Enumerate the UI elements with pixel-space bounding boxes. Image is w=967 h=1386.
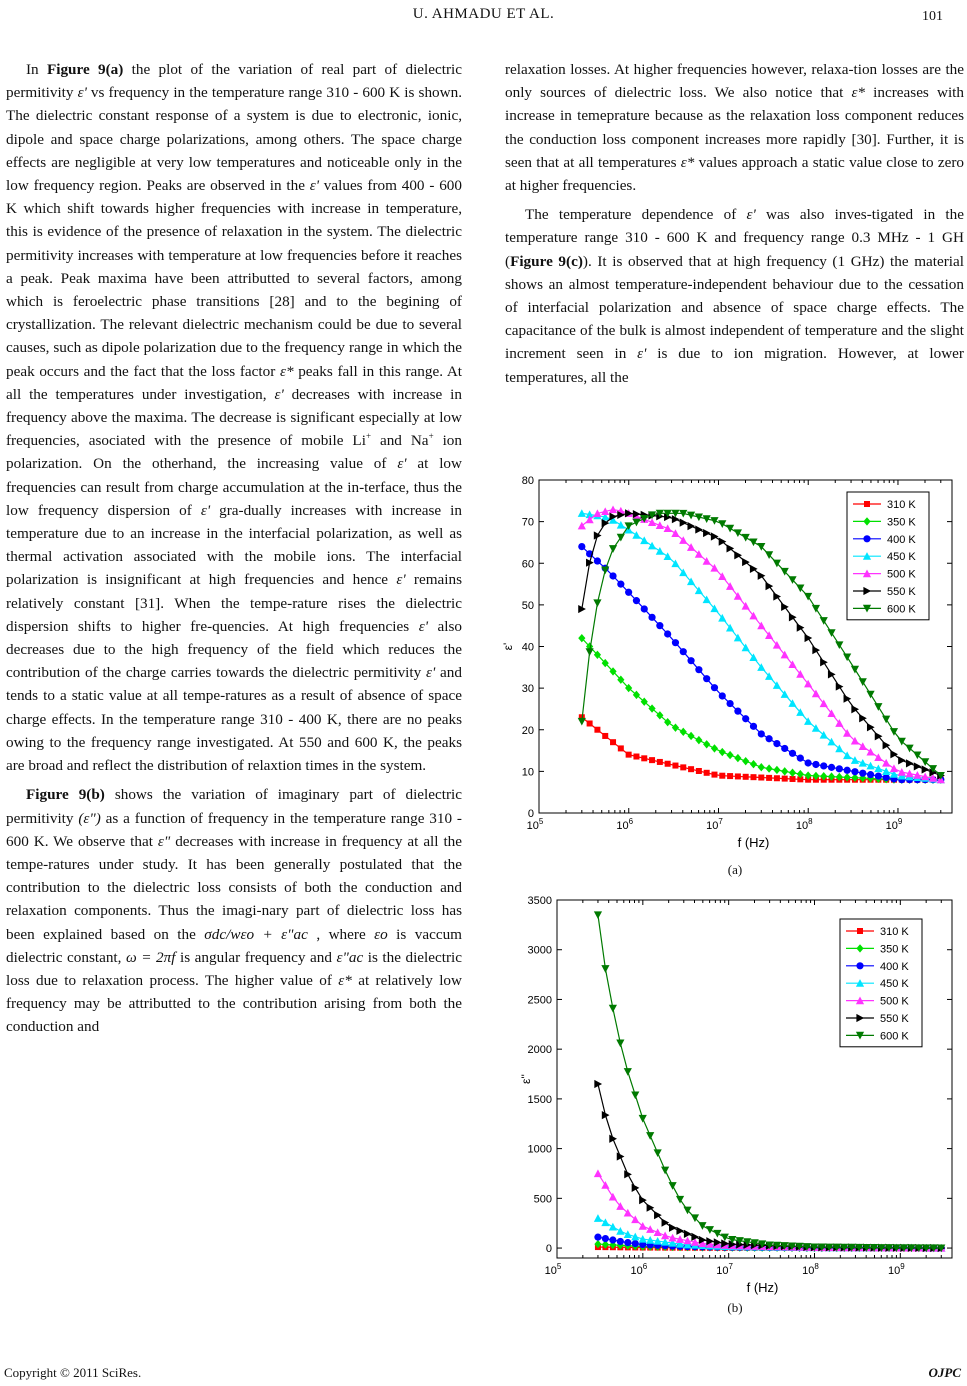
data-point <box>851 768 858 775</box>
data-point <box>616 1227 624 1235</box>
figure-9b-chart <box>505 885 965 1295</box>
running-head-authors: U. AHMADU ET AL. <box>412 6 555 22</box>
data-point <box>703 740 710 748</box>
data-point <box>661 1232 669 1240</box>
data-point <box>882 716 890 724</box>
data-point <box>601 965 609 973</box>
paragraph-temperature-dependence: The temperature dependence of ε' was also inves-tigated in the temperature range 310 - 600 K and frequency range 0.3 MHz - 1 GH (Figure 9(c)). It is observed that at high frequency (1 GHz) the material shows an almost temperature-independent behaviour due to the cessation of interfacial polarization and absence of space charge effects. The capacitance of the bulk is almost independent of temperature and the slight increment seen in ε' is due to ion migration. However, at lower temperatures, all the <box>505 206 964 386</box>
data-point <box>750 760 757 768</box>
x-tick-label: $10^6$ <box>616 817 634 832</box>
math-symbol: σdc/wεo + ε"ac <box>204 925 308 943</box>
paragraph-relaxation-losses: relaxation losses. At higher frequencies however, relaxa-tion losses are the only sources of dielectric loss. We also notice that ε* increases with increase in temeprature because as the relaxation loss component reduces the conduction loss component increases more rapidly [30]. Further, it is seen that at all temperatures ε* values approach a static value close to zero at higher frequencies. <box>505 61 964 195</box>
data-point <box>656 622 663 629</box>
data-point <box>851 666 859 674</box>
data-point <box>656 547 664 555</box>
data-point <box>874 753 882 761</box>
data-point <box>782 776 788 782</box>
data-point <box>773 592 781 600</box>
x-tick-label: $10^7$ <box>706 817 723 832</box>
data-point <box>631 1091 639 1099</box>
data-point <box>797 624 805 632</box>
data-point <box>711 684 718 691</box>
data-point <box>734 529 742 537</box>
y-tick-label: 60 <box>521 558 534 571</box>
data-point <box>609 1135 617 1143</box>
data-point <box>625 589 632 596</box>
data-point <box>874 764 882 772</box>
x-tick-label: $10^5$ <box>526 817 544 832</box>
data-point <box>626 752 632 758</box>
data-point <box>594 1169 602 1177</box>
data-point <box>828 764 835 771</box>
data-point <box>828 670 836 678</box>
data-point <box>617 1152 625 1160</box>
math-symbol: ε' <box>746 206 756 224</box>
data-point <box>766 735 773 742</box>
y-tick-label: 40 <box>521 641 534 654</box>
legend-marker <box>863 535 870 542</box>
data-point <box>836 765 843 772</box>
x-tick-label: $10^9$ <box>885 817 903 832</box>
legend-entry: 310 K <box>887 499 916 511</box>
data-point <box>851 756 859 764</box>
series-350k <box>578 634 944 784</box>
legend-marker <box>856 962 863 969</box>
data-point <box>726 751 733 759</box>
data-point <box>649 757 655 763</box>
data-point <box>633 597 640 604</box>
math-symbol: ε' <box>309 177 319 195</box>
y-tick-label: 50 <box>521 599 534 612</box>
data-point <box>654 1149 662 1157</box>
figure-9a-chart <box>501 460 965 860</box>
footer-journal: OJPC <box>928 1365 961 1380</box>
math-symbol: ε' <box>274 385 284 403</box>
x-tick-label: $10^7$ <box>716 1262 734 1277</box>
data-point <box>726 700 733 707</box>
data-point <box>859 770 866 777</box>
right-column <box>505 58 964 389</box>
data-point <box>773 766 780 774</box>
y-tick-label: 20 <box>521 724 534 737</box>
data-point <box>703 675 710 682</box>
data-point <box>781 603 789 611</box>
data-point <box>695 525 703 533</box>
data-point <box>640 536 648 544</box>
data-point <box>713 1230 721 1238</box>
data-point <box>734 754 741 762</box>
data-point <box>631 1233 639 1241</box>
y-axis-label: ε'' <box>519 1074 533 1084</box>
data-point <box>664 552 672 560</box>
data-point <box>609 1223 617 1231</box>
y-tick-label: 3500 <box>527 895 552 907</box>
y-tick-label: 500 <box>533 1193 552 1206</box>
data-point <box>781 745 788 752</box>
data-point <box>609 1193 617 1201</box>
data-point <box>672 723 679 731</box>
data-point <box>742 534 750 542</box>
data-point <box>718 520 726 528</box>
data-point <box>578 543 585 550</box>
data-point <box>687 732 694 740</box>
data-point <box>836 682 844 690</box>
legend-entry: 400 K <box>880 960 909 973</box>
page-header <box>0 6 967 30</box>
y-tick-label: 2500 <box>527 994 552 1007</box>
math-symbol: ε' <box>426 664 436 682</box>
data-point <box>827 629 835 637</box>
math-symbol: ε" <box>157 832 171 850</box>
data-point <box>727 773 733 779</box>
data-point <box>648 614 655 621</box>
data-point <box>735 773 741 779</box>
data-point <box>578 509 586 517</box>
data-point <box>602 1235 609 1242</box>
legend-entry: 350 K <box>887 516 916 529</box>
data-point <box>719 748 726 756</box>
data-point <box>664 630 671 637</box>
x-tick-label: $10^8$ <box>795 817 813 832</box>
data-point <box>695 736 702 744</box>
data-point <box>602 1111 610 1119</box>
math-symbol: ε' <box>396 571 406 589</box>
data-point <box>883 774 890 781</box>
data-point <box>704 770 710 776</box>
math-symbol: εo <box>374 925 388 943</box>
y-tick-label: 0 <box>527 808 534 820</box>
series-line <box>598 1084 941 1248</box>
data-point <box>719 692 726 699</box>
data-point <box>804 593 812 601</box>
data-point <box>898 756 906 764</box>
data-point <box>710 517 718 525</box>
data-point <box>766 775 772 781</box>
data-point <box>687 657 694 664</box>
data-point <box>743 774 749 780</box>
data-point <box>859 742 867 750</box>
math-symbol: ε' <box>397 455 407 473</box>
data-point <box>766 764 773 772</box>
superscript: + <box>365 431 372 442</box>
data-point <box>774 775 780 781</box>
data-point <box>922 765 930 773</box>
data-point <box>758 730 765 737</box>
data-point <box>610 739 616 745</box>
x-tick-label: $10^8$ <box>802 1262 819 1277</box>
data-point <box>680 519 688 527</box>
legend-entry: 500 K <box>880 995 909 1008</box>
data-point <box>594 911 602 919</box>
figure-reference: Figure 9(c) <box>510 252 583 270</box>
data-point <box>812 605 820 613</box>
data-point <box>726 525 734 533</box>
data-point <box>624 1239 631 1246</box>
data-point <box>680 728 687 736</box>
data-point <box>676 1227 684 1235</box>
data-point <box>624 1068 632 1076</box>
data-point <box>766 582 774 590</box>
y-tick-label: 0 <box>545 1243 552 1256</box>
figure-9a-caption: (a) <box>727 862 743 877</box>
data-point <box>844 767 851 774</box>
data-point <box>696 768 702 774</box>
math-symbol: ε* <box>851 84 866 102</box>
data-point <box>750 774 756 780</box>
data-point <box>609 1236 616 1243</box>
data-point <box>789 750 796 757</box>
legend-entry: 350 K <box>880 943 909 956</box>
y-tick-label: 30 <box>521 683 534 696</box>
data-point <box>687 522 695 530</box>
data-point <box>805 759 812 766</box>
data-point <box>594 1214 602 1222</box>
data-point <box>711 744 718 752</box>
data-point <box>676 1196 684 1204</box>
y-tick-label: 80 <box>521 475 534 487</box>
data-point <box>648 518 656 526</box>
data-point <box>844 695 852 703</box>
series-550k <box>594 1080 945 1252</box>
data-point <box>773 740 780 747</box>
data-point <box>632 519 640 527</box>
data-point <box>616 1040 624 1048</box>
data-point <box>758 775 764 781</box>
data-point <box>665 761 671 767</box>
data-point <box>758 572 766 580</box>
data-point <box>812 646 820 654</box>
data-point <box>654 1228 662 1236</box>
data-point <box>749 538 757 546</box>
legend-entry: 600 K <box>880 1030 909 1043</box>
data-point <box>625 522 633 530</box>
data-point <box>695 666 702 673</box>
x-axis-label: f (Hz) <box>737 835 770 850</box>
math-symbol: ε"ac <box>336 948 364 966</box>
data-point <box>639 1115 647 1123</box>
data-point <box>797 755 804 762</box>
data-point <box>867 771 874 778</box>
y-tick-label: 1500 <box>527 1093 552 1106</box>
legend-entry: 310 K <box>880 926 909 938</box>
math-symbol: ε* <box>279 362 294 380</box>
data-point <box>617 521 625 529</box>
data-point <box>672 639 679 646</box>
data-point <box>609 1005 617 1013</box>
data-point <box>594 557 601 564</box>
data-point <box>711 772 717 778</box>
data-point <box>646 1225 654 1233</box>
data-point <box>672 763 678 769</box>
data-point <box>668 1182 676 1190</box>
data-point <box>859 759 867 767</box>
data-point <box>661 1167 669 1175</box>
data-point <box>664 524 672 532</box>
data-point <box>587 720 593 726</box>
data-point <box>624 1230 632 1238</box>
data-point <box>609 572 616 579</box>
data-point <box>593 599 601 607</box>
footer-copyright: Copyright © 2011 SciRes. <box>4 1365 142 1380</box>
page-number: 101 <box>922 9 943 24</box>
data-point <box>648 542 656 550</box>
data-point <box>609 505 617 513</box>
x-axis-label: f (Hz) <box>746 1280 779 1295</box>
data-point <box>656 521 664 529</box>
y-tick-label: 2000 <box>527 1044 552 1057</box>
legend-entry: 500 K <box>887 568 916 581</box>
data-point <box>680 648 687 655</box>
legend <box>847 492 929 620</box>
legend-entry: 600 K <box>887 603 916 616</box>
data-point <box>820 762 827 769</box>
data-point <box>618 745 624 751</box>
data-point <box>641 605 648 612</box>
data-point <box>586 648 594 656</box>
data-point <box>843 653 851 661</box>
series-line <box>598 1173 941 1248</box>
data-point <box>758 763 765 771</box>
data-point <box>632 531 640 539</box>
data-point <box>639 1235 647 1243</box>
data-point <box>820 658 828 666</box>
math-symbol: ω = 2πf <box>125 948 176 966</box>
data-point <box>657 759 663 765</box>
data-point <box>742 757 749 765</box>
data-point <box>914 762 922 770</box>
data-point <box>750 723 757 730</box>
data-point <box>646 1132 654 1140</box>
data-point <box>688 766 694 772</box>
legend-entry: 550 K <box>880 1013 909 1025</box>
math-symbol: ε' <box>77 84 87 102</box>
figure-9b-caption: (b) <box>727 1300 743 1315</box>
math-symbol: ε* <box>338 971 352 989</box>
legend-entry: 450 K <box>887 551 916 564</box>
data-point <box>898 768 906 776</box>
legend-marker <box>857 928 863 934</box>
data-point <box>578 718 586 726</box>
paragraph-figure-9a: In Figure 9(a) the plot of the variation of real part of dielectric permitivity ε' vs frequency in the temperature range 310 - 600 K is shown. The dielectric constant response of a system is due to electronic, ionic, dipole and space charge polarizations, among others. The space charge effects are negligible at very low temperatures and noticeable only in the low frequency region. Peaks are observed in the ε' values from 400 - 600 K which shift towards higher frequencies with increase in temperature, this is evidence of the presence of relaxation in the system. The dielectric permitivity increases with temperature at low frequencies before it reaches a peak. Peak maxima have been attributted to several factors, among which is feroelectric phase transitions [28] and to the begining of crystallization. The relevant dielectric mechanism could be due to several causes, such as dipole polarization due to the frequency range in which the peak occurs and the fact that the loss factor ε* peaks fall in this range. At all the temperatures under investigation, ε' decreases with increase in frequency above the maxima. The decrease is significant especially at low frequencies, asociated with the presence of mobile Li+ and Na+ ion polarization. On the otherhand, the increasing value of ε' at low frequencies can result from charge accumulation at the in-terface, thus the low frequency dispersion of ε' gra-dually increases with increase in temperature due to an increase in the interfacial polarization, as well as thermal activation associated with the mobile ions. The interfacial polarization is insignificant at high frequencies and hence ε' remains relatively constant [31]. When the tempe-rature rises the dielectric dispersion shifts to higher fre-quencies. At high frequencies ε' also decreases due to the high frequency of the field which reduces the contribution of the charge carries towards the dielectric permitivity ε' and tends to a static value at all tempe-ratures as a result of absence of space charge effects. In the temperature range 310 - 400 K, there are no peaks owing to the frequency range investigated. At 550 and 600 K, the peaks are broad and reflect the distribution of relaxtion times in the system. <box>6 61 463 775</box>
data-point <box>734 708 741 715</box>
data-point <box>906 759 914 767</box>
data-point <box>835 641 843 649</box>
data-point <box>706 1226 714 1234</box>
data-point <box>719 773 725 779</box>
left-column <box>6 58 462 1039</box>
data-point <box>890 764 898 772</box>
data-point <box>789 769 796 777</box>
math-symbol: (ε") <box>78 809 101 827</box>
x-tick-label: $10^5$ <box>544 1262 562 1277</box>
data-point <box>866 748 874 756</box>
data-point <box>866 762 874 770</box>
data-point <box>671 529 679 537</box>
data-point <box>632 1184 640 1192</box>
data-point <box>662 1219 670 1227</box>
data-point <box>789 613 797 621</box>
figure-reference: Figure 9(b) <box>26 786 105 804</box>
math-symbol: ε' <box>200 501 211 519</box>
x-tick-label: $10^6$ <box>630 1262 648 1277</box>
data-point <box>703 529 711 537</box>
data-point <box>633 754 639 760</box>
data-point <box>698 1222 706 1230</box>
y-axis-label: ε' <box>501 642 515 651</box>
data-point <box>617 581 624 588</box>
data-point <box>742 715 749 722</box>
math-symbol: ε' <box>418 617 428 635</box>
data-point <box>874 703 882 711</box>
y-tick-label: 1000 <box>527 1143 552 1156</box>
data-point <box>594 727 600 733</box>
data-point <box>601 1181 609 1189</box>
data-point <box>882 759 890 767</box>
legend-entry: 550 K <box>887 586 916 598</box>
legend-marker <box>864 501 870 507</box>
figure-reference: Figure 9(a) <box>46 61 124 78</box>
data-point <box>711 532 719 540</box>
math-symbol: ε* <box>680 153 695 171</box>
data-point <box>805 634 813 642</box>
y-tick-label: 3000 <box>527 944 552 957</box>
x-tick-label: $10^9$ <box>887 1262 905 1277</box>
paragraph-figure-9b: Figure 9(b) shows the variation of imaginary part of dielectric permitivity (ε") as a function of frequency in the temperature range 310 - 600 K. We observe that ε" decreases with increase in frequency at all the tempe-ratures under study. It has been generally postulated that the contribution to the dielectric loss consists of both the conduction and relaxation components. Thus the imagi-nary part of dielectric loss has been explained based on the σdc/wεo + ε"ac , where εo is vaccum dielectric constant, ω = 2πf is angular frequency and ε"ac is the dielectric loss due to relaxation process. The higher value of ε* at relatively low frequency may be attributted to the contribution arising from both the conduction and <box>6 786 462 1036</box>
data-point <box>882 767 890 775</box>
y-tick-label: 10 <box>521 766 534 779</box>
superscript: + <box>428 431 434 442</box>
data-point <box>602 733 608 739</box>
data-point <box>680 764 686 770</box>
data-point <box>781 767 788 775</box>
data-point <box>609 545 617 553</box>
legend-entry: 450 K <box>880 978 909 991</box>
data-point <box>866 691 874 699</box>
data-point <box>594 1234 601 1241</box>
data-point <box>617 1238 624 1245</box>
data-point <box>594 531 602 539</box>
data-point <box>632 1240 639 1247</box>
data-point <box>812 761 819 768</box>
data-point <box>641 755 647 761</box>
math-symbol: ε' <box>637 345 647 363</box>
data-point <box>820 617 828 625</box>
data-point <box>669 1224 677 1232</box>
data-point <box>624 1170 632 1178</box>
data-point <box>617 534 625 542</box>
y-tick-label: 70 <box>521 516 534 529</box>
legend <box>840 919 922 1047</box>
data-point <box>684 1230 692 1238</box>
data-point <box>859 678 867 686</box>
legend-entry: 400 K <box>887 533 916 546</box>
data-point <box>601 1218 609 1226</box>
data-point <box>875 772 882 779</box>
